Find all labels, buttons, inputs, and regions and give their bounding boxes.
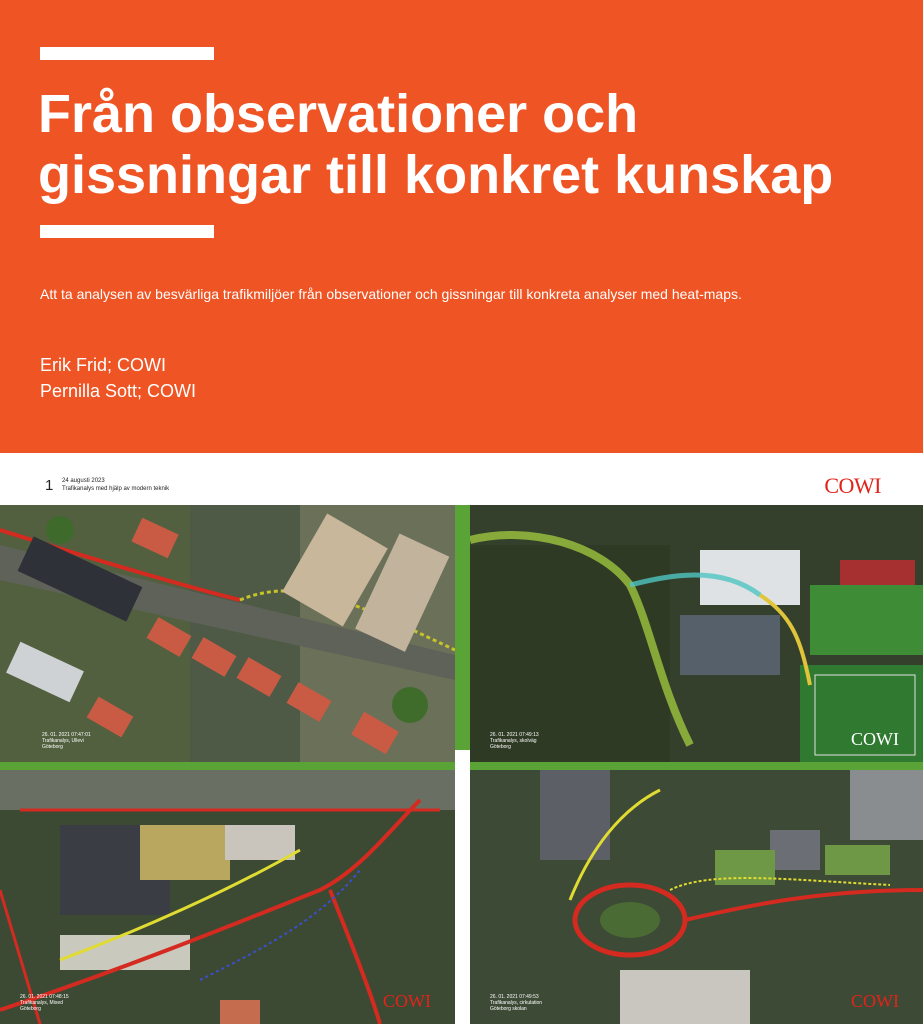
slide-footer xyxy=(0,453,923,505)
title-slide-header xyxy=(0,0,923,453)
photo-4-caption-line-3: Göteborg skolan xyxy=(490,1006,527,1012)
photo-2-cowi-logo: COWI xyxy=(851,729,899,749)
photo-2-caption-line-3: Göteborg xyxy=(490,744,511,750)
title-line-1: Från observationer och xyxy=(38,84,639,144)
aerial-photo-roundabout xyxy=(470,770,923,1024)
photo-2-caption-line-2: Trafikanalys, skolväg xyxy=(490,738,537,744)
photo-caption-3 xyxy=(20,994,69,1012)
page-number: 1 xyxy=(45,477,54,494)
photo-4-cowi-logo: COWI xyxy=(851,991,899,1011)
authors xyxy=(40,352,196,404)
footer-meta xyxy=(62,477,169,493)
photo-3-caption-line-3: Göteborg xyxy=(20,1006,41,1012)
author-2: Pernilla Sott; COWI xyxy=(40,381,197,401)
photo-3-cowi-logo: COWI xyxy=(383,991,431,1011)
photo-2-caption-line-1: 26. 01. 2021 07:49:13 xyxy=(490,732,539,738)
aerial-image-3 xyxy=(0,770,455,1024)
photo-1-caption-line-3: Göteborg xyxy=(42,744,63,750)
slide-subtitle: Att ta analysen av besvärliga trafikmiljöer från observationer och gissningar till konkreta analyser med heat-maps. xyxy=(40,286,742,302)
aerial-image-4 xyxy=(470,770,923,1024)
footer-date: 24 augusti 2023 xyxy=(62,478,105,484)
aerial-image-2 xyxy=(470,505,923,762)
photo-3-caption-line-1: 26. 01. 2021 07:48:15 xyxy=(20,994,69,1000)
aerial-image-1 xyxy=(0,505,455,762)
photo-1-caption-line-1: 26. 01. 2021 07:47:01 xyxy=(42,732,91,738)
photo-3-caption-line-2: Trafikanalys, Mixed xyxy=(20,1000,63,1006)
photo-4-caption-line-1: 26. 01. 2021 07:49:53 xyxy=(490,994,539,1000)
bottom-rule xyxy=(40,225,214,238)
title-line-2: gissningar till konkret kunskap xyxy=(38,145,834,205)
top-rule xyxy=(40,47,214,60)
photo-1-caption-line-2: Trafikanalys, Ullevi xyxy=(42,738,84,744)
aerial-photo-residential xyxy=(0,505,455,762)
footer-topic: Trafikanalys med hjälp av modern teknik xyxy=(62,486,170,492)
cowi-logo: COWI xyxy=(824,473,881,498)
photo-caption-4 xyxy=(490,994,542,1012)
photo-caption-2 xyxy=(490,732,539,750)
slide-title xyxy=(38,84,908,206)
aerial-photo-school xyxy=(470,505,923,762)
author-1: Erik Frid; COWI xyxy=(40,355,166,375)
photo-divider xyxy=(455,750,470,1024)
photo-caption-1 xyxy=(42,732,91,750)
aerial-photo-intersection xyxy=(0,770,455,1024)
photo-4-caption-line-2: Trafikanalys, cirkulation xyxy=(490,1000,543,1006)
